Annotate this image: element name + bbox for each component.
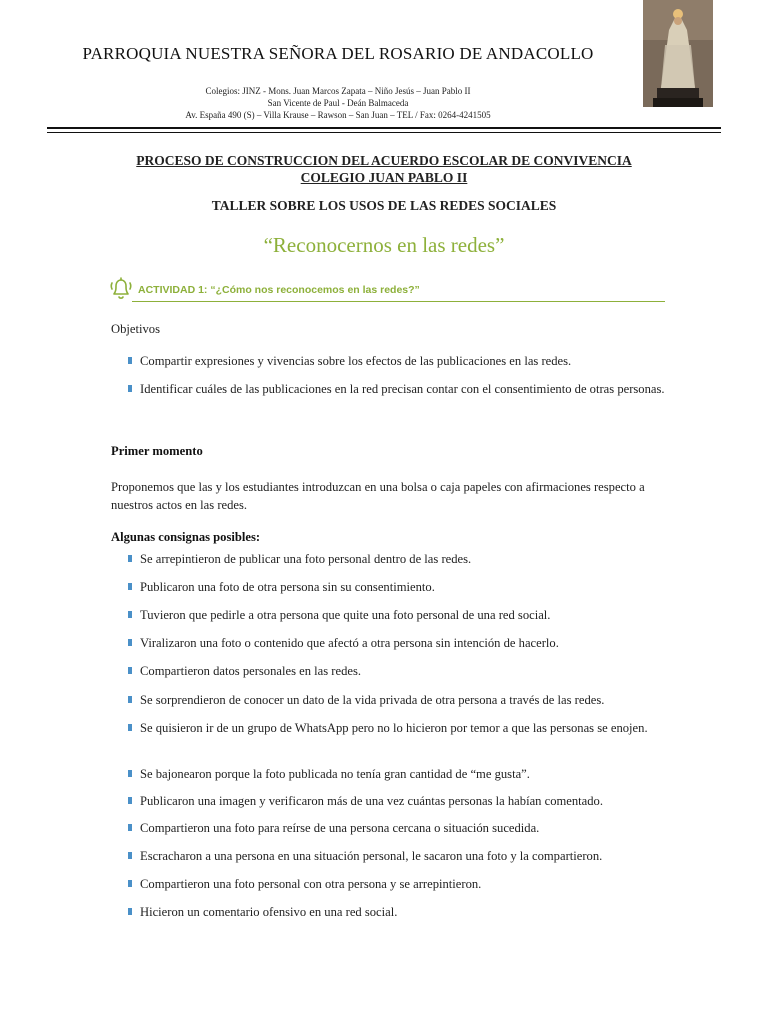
consigna-item: Compartieron una foto para reírse de una persona cercana o situación sucedida. [128,819,668,837]
workshop-title: TALLER SOBRE LOS USOS DE LAS REDES SOCIALES [211,198,557,213]
consigna-item: Se sorprendieron de conocer un dato de la vida privada de otra persona a través de las redes. [128,691,668,709]
bullet-icon [128,724,132,731]
bullet-icon [128,611,132,618]
consigna-item: Se bajonearon porque la foto publicada no tenía gran cantidad de “me gusta”. [128,765,668,783]
bell-icon [108,276,134,302]
main-title: “Reconocernos en las redes” [263,233,505,257]
bullet-icon [128,852,132,859]
header-san-vicente: San Vicente de Paul - Deán Balmaceda [267,98,409,108]
bullet-icon [128,696,132,703]
header-colegios: Colegios: JINZ - Mons. Juan Marcos Zapata – Niño Jesús – Juan Pablo II [205,86,471,96]
header-rule-thick [47,127,721,129]
bullet-icon [128,667,132,674]
bullet-icon [128,797,132,804]
intro-paragraph: Proponemos que las y los estudiantes introduzcan en una bolsa o caja papeles con afirmaciones respecto a nuestros actos en las redes. [111,480,645,512]
bullet-icon [128,639,132,646]
consigna-item: Compartieron una foto personal con otra persona y se arrepintieron. [128,875,668,893]
bullet-icon [128,824,132,831]
consigna-item: Se arrepintieron de publicar una foto personal dentro de las redes. [128,550,668,568]
consigna-item: Publicaron una foto de otra persona sin su consentimiento. [128,578,668,596]
consignas-heading: Algunas consignas posibles: [111,530,261,544]
consigna-item: Viralizaron una foto o contenido que afectó a otra persona sin intención de hacerlo. [128,634,668,652]
section-heading-primer-momento: Primer momento [111,444,203,458]
objective-item: Compartir expresiones y vivencias sobre los efectos de las publicaciones en las redes. [128,352,668,370]
consigna-item: Tuvieron que pedirle a otra persona que quite una foto personal de una red social. [128,606,668,624]
header-address: Av. España 490 (S) – Villa Krause – Rawson – San Juan – TEL / Fax: 0264-4241505 [185,110,491,120]
consigna-item: Escracharon a una persona en una situación personal, le sacaron una foto y la compartieron. [128,847,668,865]
bullet-icon [128,908,132,915]
consigna-item: Compartieron datos personales en las redes. [128,662,668,680]
bullet-icon [128,583,132,590]
process-title [0,152,768,186]
header-rule-thin [47,132,721,133]
bullet-icon [128,555,132,562]
bullet-icon [128,385,132,392]
process-title-line-2: COLEGIO JUAN PABLO II [300,170,468,185]
consigna-item: Hicieron un comentario ofensivo en una red social. [128,903,668,921]
objective-item: Identificar cuáles de las publicaciones en la red precisan contar con el consentimiento de otras personas. [128,380,668,398]
objectives-label: Objetivos [111,322,160,336]
activity-label: ACTIVIDAD 1: “¿Cómo nos reconocemos en las redes?” [138,284,420,296]
process-title-line-1: PROCESO DE CONSTRUCCION DEL ACUERDO ESCOLAR DE CONVIVENCIA [136,153,632,168]
activity-rule [132,301,665,302]
bullet-icon [128,357,132,364]
bullet-icon [128,770,132,777]
bullet-icon [128,880,132,887]
parish-title: PARROQUIA NUESTRA SEÑORA DEL ROSARIO DE ANDACOLLO [82,44,594,63]
virgin-statue-photo [643,0,713,107]
consigna-item: Publicaron una imagen y verificaron más de una vez cuántas personas la habían comentado. [128,792,668,810]
consigna-item: Se quisieron ir de un grupo de WhatsApp pero no lo hicieron por temor a que las personas se enojen. [128,719,668,737]
